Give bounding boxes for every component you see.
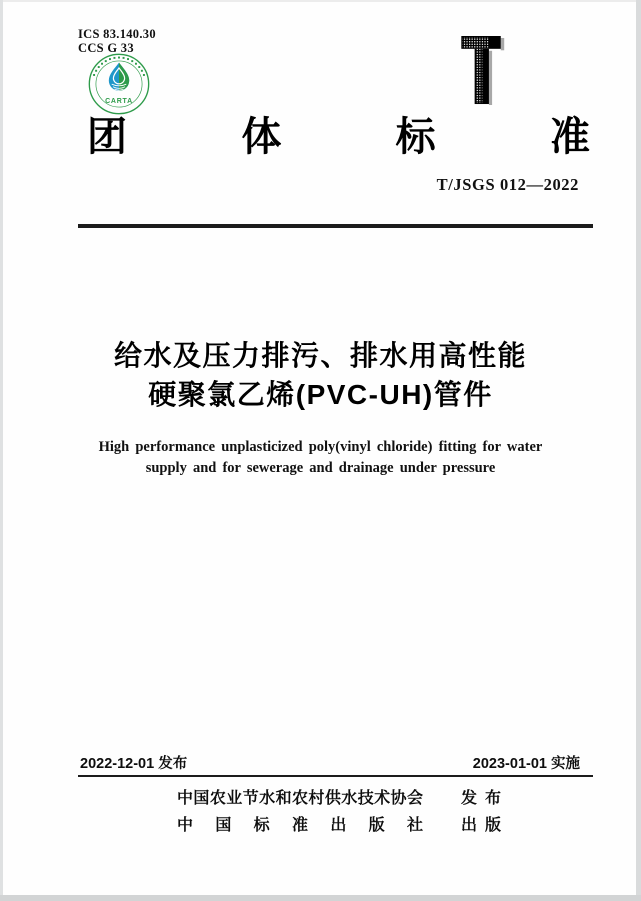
publisher-org: 中国农业节水和农村供水技术协会 xyxy=(177,790,423,807)
doc-type-char-4: 准 xyxy=(549,114,590,159)
ics-code: ICS 83.140.30 xyxy=(78,27,156,41)
title-en-line1: High performance unplasticized poly(vinyl chloride) fitting for water xyxy=(98,439,543,455)
title-chinese xyxy=(0,336,641,414)
page-edge-bottom xyxy=(0,895,641,901)
footer-divider-rule xyxy=(78,775,593,777)
standard-code: T/JSGS 012—2022 xyxy=(436,175,579,194)
page-edge-top xyxy=(0,0,641,2)
doc-type-heading xyxy=(87,110,590,159)
press-action: 出 版 xyxy=(461,817,501,834)
doc-type-char-1: 团 xyxy=(87,114,127,159)
doc-type-char-3: 标 xyxy=(395,114,436,159)
page-edge-left xyxy=(0,0,3,901)
press-row xyxy=(177,816,501,836)
logo-carta-label: CARTA xyxy=(105,97,133,105)
water-drop-icon xyxy=(109,63,129,91)
publisher-action: 发 布 xyxy=(461,790,501,807)
title-cn-line2: 硬聚氯乙烯(PVC-UH)管件 xyxy=(148,379,493,410)
dates-row xyxy=(80,752,580,773)
press-org: 中 国 标 准 出 版 社 xyxy=(177,817,423,834)
t-standard-mark-icon xyxy=(461,36,507,106)
issue-date: 2022-12-01 发布 xyxy=(80,756,188,772)
page-edge-right xyxy=(636,0,641,901)
doc-type-char-2: 体 xyxy=(241,114,282,159)
title-english xyxy=(50,437,591,479)
title-cn-line1: 给水及压力排污、排水用高性能 xyxy=(113,340,527,371)
publisher-block xyxy=(177,789,501,843)
implement-date: 2023-01-01 实施 xyxy=(472,756,580,772)
classification-codes xyxy=(78,27,156,55)
publisher-row xyxy=(177,789,501,809)
ccs-code: CCS G 33 xyxy=(78,41,134,55)
header-divider-rule xyxy=(78,224,593,228)
title-en-line2: supply and for sewerage and drainage under pressure xyxy=(145,460,496,476)
